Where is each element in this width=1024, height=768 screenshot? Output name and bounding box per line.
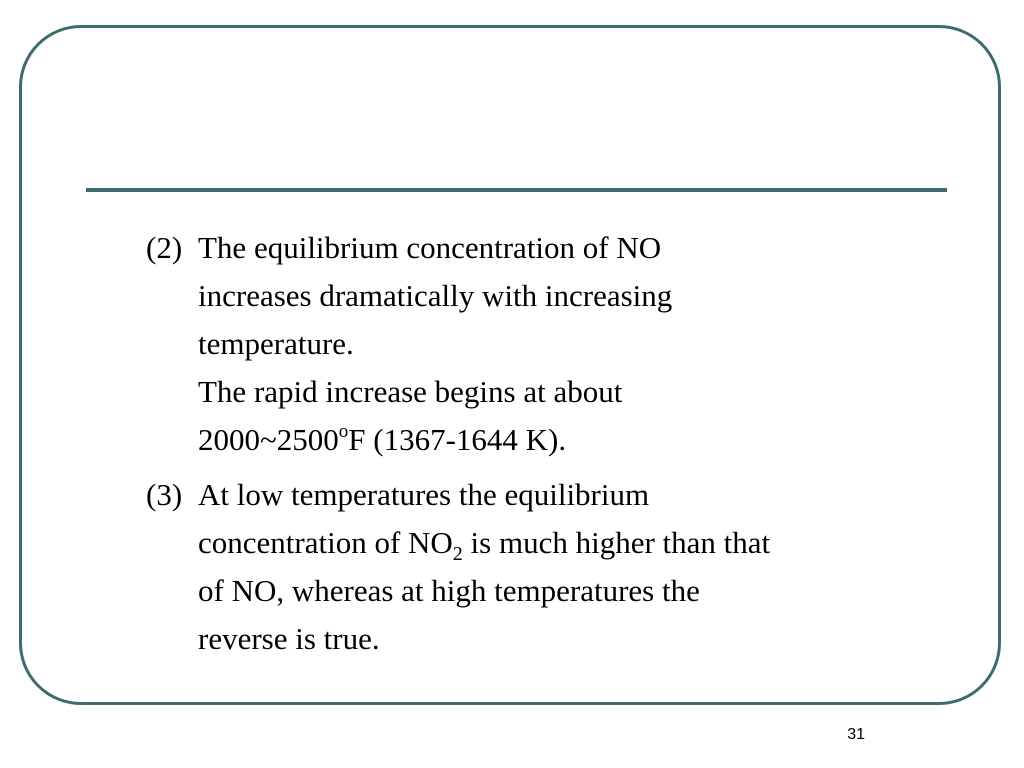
text-line: temperature.	[198, 326, 354, 361]
temperature-range: 2000~2500	[198, 422, 339, 457]
item-text	[198, 224, 946, 464]
item-text	[198, 471, 946, 663]
degree-superscript: o	[338, 420, 349, 442]
list-item-3	[146, 471, 946, 663]
text-line: The equilibrium concentration of NO	[198, 230, 662, 265]
text-line-no2	[198, 519, 946, 567]
text-line: At low temperatures the equilibrium	[198, 477, 650, 512]
text-line: The rapid increase begins at about	[198, 374, 623, 409]
list-item-2	[146, 224, 946, 464]
item-number: (2)	[146, 230, 183, 265]
subscript-2: 2	[452, 543, 463, 566]
temperature-unit-text: F (1367-1644 K).	[348, 422, 567, 457]
text-line: of NO, whereas at high temperatures the	[198, 573, 700, 608]
temperature-line	[198, 416, 946, 464]
no2-suffix: is much higher than that	[462, 525, 771, 560]
page-number: 31	[847, 726, 865, 743]
text-line: increases dramatically with increasing	[198, 278, 673, 313]
title-divider	[86, 188, 947, 192]
content-list	[146, 224, 946, 663]
text-line: reverse is true.	[198, 621, 380, 656]
no2-prefix: concentration of NO	[198, 525, 453, 560]
item-number: (3)	[146, 477, 183, 512]
